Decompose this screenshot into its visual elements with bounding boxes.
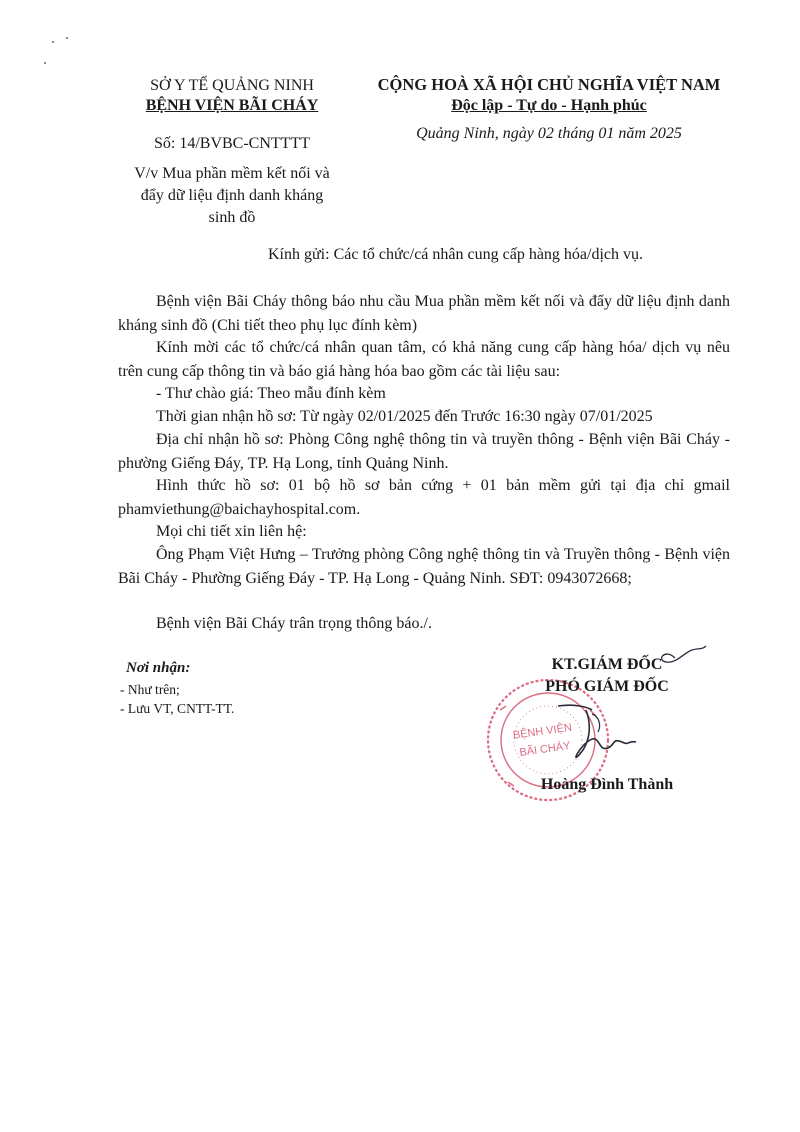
body-paragraph: Bệnh viện Bãi Cháy thông báo nhu cầu Mua phần mềm kết nối và đẩy dữ liệu định danh kháng sinh đồ (Chi tiết theo phụ lục đính kèm) <box>118 293 730 334</box>
hospital-name: BỆNH VIỆN BÃI CHÁY <box>145 97 319 114</box>
body-paragraph: Mọi chi tiết xin liên hệ: <box>156 523 307 540</box>
body-paragraph: Kính mời các tổ chức/cá nhân quan tâm, có khả năng cung cấp hàng hóa/ dịch vụ nêu trên cung cấp thông tin và báo giá hàng hóa bao gồm các tài liệu sau: <box>118 339 730 380</box>
document-number: Số: 14/BVBC-CNTTTT <box>153 135 310 152</box>
issuing-authority: SỞ Y TẾ QUẢNG NINH <box>150 77 314 94</box>
body-paragraph: - Thư chào giá: Theo mẫu đính kèm <box>156 385 386 402</box>
scan-speck <box>52 41 54 43</box>
recipients-list <box>120 680 234 718</box>
handwritten-signature <box>480 634 710 784</box>
body-paragraph: Hình thức hồ sơ: 01 bộ hồ sơ bản cứng + 01 bản mềm gửi tại địa chỉ gmail phamviethung@baichayhospital.com. <box>118 477 730 518</box>
signature-title-2: PHÓ GIÁM ĐỐC <box>545 678 669 695</box>
place-date: Quảng Ninh, ngày 02 tháng 01 năm 2025 <box>416 125 682 142</box>
recipients-item: - Lưu VT, CNTT-TT. <box>120 701 235 716</box>
document-subject: V/v Mua phần mềm kết nối và đẩy dữ liệu định danh kháng sinh đồ <box>134 165 330 226</box>
national-motto: Độc lập - Tự do - Hạnh phúc <box>451 97 647 114</box>
body-paragraph: Thời gian nhận hồ sơ: Từ ngày 02/01/2025 đến Trước 16:30 ngày 07/01/2025 <box>156 408 653 425</box>
scan-speck <box>44 62 46 64</box>
stamp-text-line2: BÃI CHÁY <box>518 739 572 760</box>
signer-name: Hoàng Đình Thành <box>540 776 674 793</box>
signature-title-1: KT.GIÁM ĐỐC <box>551 656 663 673</box>
body-paragraph: Bệnh viện Bãi Cháy trân trọng thông báo./. <box>156 615 432 632</box>
body-paragraph: Địa chỉ nhận hồ sơ: Phòng Công nghệ thông tin và truyền thông - Bệnh viện Bãi Cháy - phường Giếng Đáy, TP. Hạ Long, tỉnh Quảng Ninh. <box>118 431 730 472</box>
stamp-text-line1: BỆNH VIỆN <box>512 721 573 742</box>
recipients-title: Nơi nhận: <box>126 660 191 676</box>
national-title: CỘNG HOÀ XÃ HỘI CHỦ NGHĨA VIỆT NAM <box>377 75 721 94</box>
recipients-item: - Như trên; <box>120 682 180 697</box>
body-paragraph: Ông Phạm Việt Hưng – Trưởng phòng Công nghệ thông tin và Truyền thông - Bệnh viện Bãi Cháy - Phường Giếng Đáy - TP. Hạ Long - Quảng Ninh. SĐT: 0943072668; <box>118 546 730 587</box>
scan-speck <box>66 37 68 39</box>
recipient-line: Kính gửi: Các tổ chức/cá nhân cung cấp hàng hóa/dịch vụ. <box>268 246 644 263</box>
